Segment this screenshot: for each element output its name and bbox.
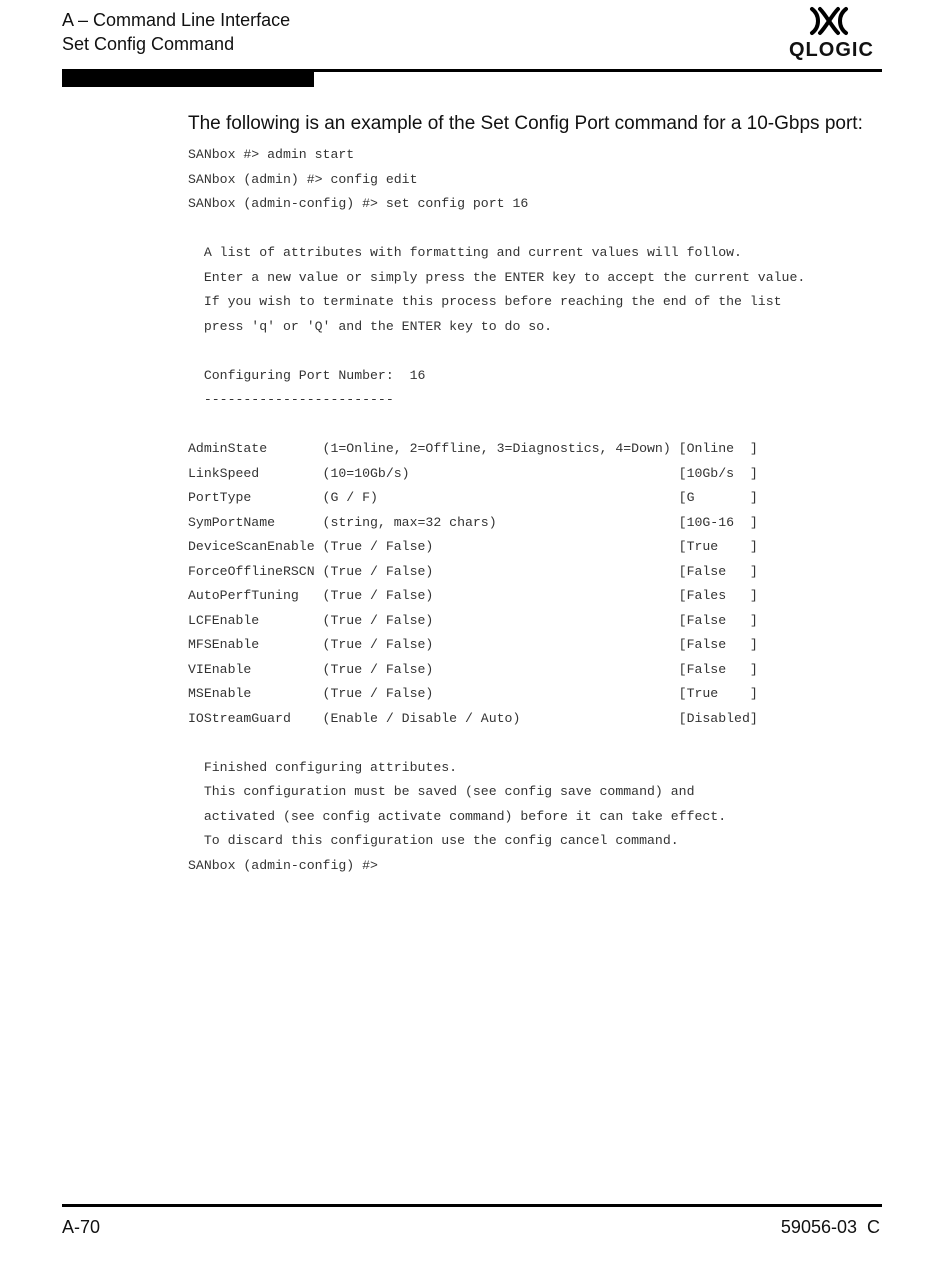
code-line: If you wish to terminate this process before reaching the end of the list — [188, 294, 782, 309]
chapter-title: A – Command Line Interface — [62, 10, 291, 30]
qlogic-logo — [786, 6, 878, 62]
code-line: SANbox #> admin start — [188, 147, 355, 162]
qlogic-knot-icon — [808, 6, 850, 36]
code-line: ForceOfflineRSCN (True / False) [False ] — [188, 563, 758, 579]
code-line: SANbox (admin) #> config edit — [188, 171, 418, 187]
code-line: MSEnable (True / False) [True ] — [188, 686, 758, 701]
footer-rule — [62, 1204, 882, 1207]
code-blank-line — [188, 731, 805, 756]
code-line: AutoPerfTuning (True / False) [Fales ] — [188, 588, 758, 603]
section-title: Set Config Command — [62, 34, 235, 54]
code-blank-line — [188, 413, 805, 438]
code-line: Finished configuring attributes. — [188, 759, 458, 775]
code-line: activated (see config activate command) before it can take effect. — [188, 808, 727, 824]
code-line: DeviceScanEnable (True / False) [True ] — [188, 539, 758, 554]
code-line: IOStreamGuard (Enable / Disable / Auto) [Disabled] — [188, 710, 758, 726]
code-line: This configuration must be saved (see config save command) and — [188, 784, 695, 799]
code-line: LinkSpeed (10=10Gb/s) [10Gb/s ] — [188, 465, 758, 481]
code-line: A list of attributes with formatting and current values will follow. — [188, 245, 742, 260]
code-line: Enter a new value or simply press the ENTER key to accept the current value. — [188, 269, 806, 285]
code-line: SymPortName (string, max=32 chars) [10G-16 ] — [188, 514, 758, 530]
code-line: Configuring Port Number: 16 — [188, 367, 426, 383]
code-line: PortType (G / F) [G ] — [188, 490, 758, 505]
intro-paragraph: The following is an example of the Set Config Port command for a 10-Gbps port: — [188, 113, 863, 134]
code-blank-line — [188, 217, 805, 242]
code-blank-line — [188, 339, 805, 364]
code-line: ------------------------ — [188, 392, 394, 407]
running-header — [62, 8, 290, 56]
page-number: A-70 — [62, 1217, 101, 1237]
logo-wordmark: QLOGIC — [789, 39, 874, 61]
code-line: press 'q' or 'Q' and the ENTER key to do so. — [188, 318, 553, 334]
code-line: LCFEnable (True / False) [False ] — [188, 612, 758, 628]
cli-example-block — [188, 143, 805, 878]
code-line: MFSEnable (True / False) [False ] — [188, 637, 758, 652]
header-tab-bar — [62, 72, 314, 87]
code-line: SANbox (admin-config) #> set config port 16 — [188, 196, 529, 211]
code-line: VIEnable (True / False) [False ] — [188, 661, 758, 677]
code-line: To discard this configuration use the config cancel command. — [188, 833, 679, 848]
document-id: 59056-03 C — [780, 1217, 880, 1237]
code-line: AdminState (1=Online, 2=Offline, 3=Diagnostics, 4=Down) [Online ] — [188, 441, 758, 456]
code-line: SANbox (admin-config) #> — [188, 857, 378, 873]
